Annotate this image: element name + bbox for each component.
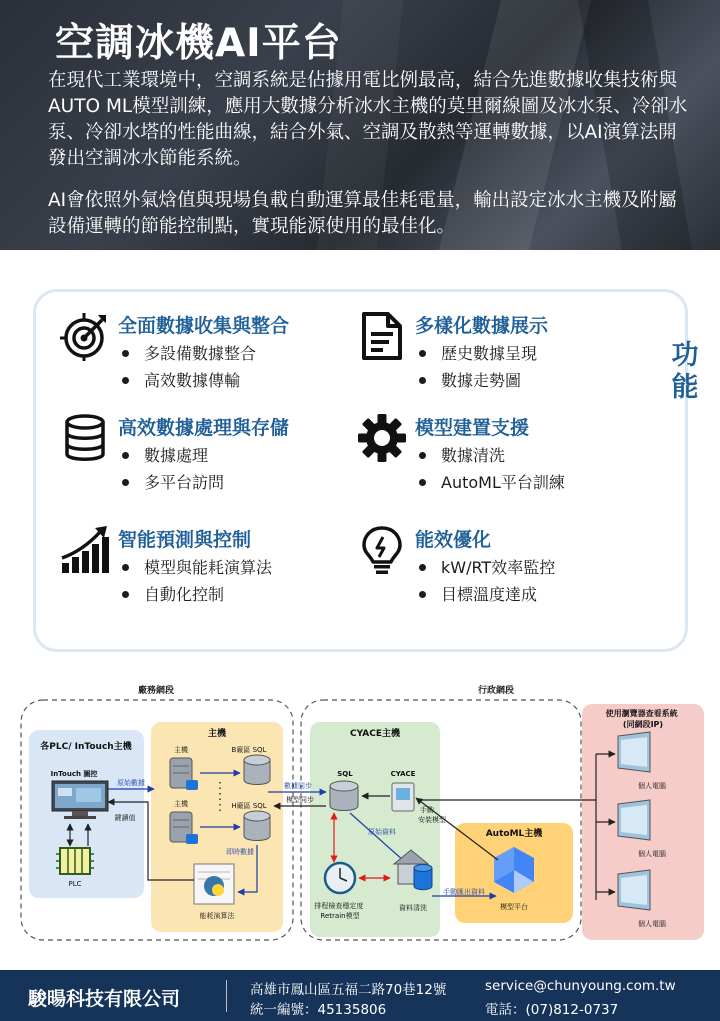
data-clean-label: 資料清洗: [399, 904, 427, 912]
plc-chip-icon: [56, 848, 94, 874]
host-label: 主機: [174, 800, 188, 808]
feature-bullet: 數據清洗: [419, 442, 565, 469]
clock-icon: [325, 863, 355, 893]
manual-install-line2: 安裝模型: [418, 816, 446, 824]
browser-title-line1: 使用瀏覽器查看系統: [605, 709, 678, 718]
retrain-label-line2: Retrain模型: [320, 912, 360, 920]
feature-bullets: [419, 340, 537, 394]
feature-title: 能效優化: [415, 529, 492, 551]
pc-label: 個人電腦: [638, 782, 666, 790]
feature-bullet: 模型與能耗演算法: [122, 554, 272, 581]
feature-title: 全面數據收集與整合: [118, 315, 290, 337]
feature-bullet: kW/RT效率監控: [419, 554, 555, 581]
feature-bullet: 目標溫度達成: [419, 581, 555, 608]
feature-bullets: [122, 340, 256, 394]
manual-install-line1: 手動: [419, 806, 434, 814]
database-cylinder-icon: [244, 811, 270, 841]
intro-paragraph-2: AI會依照外氣焓值與現場負載自動運算最佳耗電量，輸出設定冰水主機及附屬設備運轉的節能控制點，實現能源使用的最佳化。: [48, 190, 677, 237]
database-cylinder-icon: [330, 781, 358, 811]
database-cylinder-icon: [244, 755, 270, 785]
document-icon: [357, 311, 407, 361]
raw-data-label-2: 原始資料: [368, 828, 396, 836]
feature-bullets: [122, 554, 272, 608]
feature-bullets: [419, 554, 555, 608]
intro-paragraph: 在現代工業環境中，空調系統是佔據用電比例最高，結合先進數據收集技術與AUTO ML模型訓練，應用大數據分析冰水主機的莫里爾線圖及冰水泵、冷卻水泵、冷卻水塔的性能曲線，結合外氣、空調及散熱等運轉數據，以AI演算法開發出空調冰水節能系統。: [48, 70, 688, 169]
model-sync-label: 模型同步: [286, 796, 314, 804]
pc-label: 個人電腦: [638, 850, 666, 858]
feature-bullets: [122, 442, 224, 496]
target-icon: [60, 311, 110, 361]
algorithm-label: 能耗演算法: [199, 912, 235, 920]
feature-bullet: 歷史數據呈現: [419, 340, 537, 367]
database-icon: [60, 413, 110, 463]
pc-label: 個人電腦: [638, 920, 666, 928]
architecture-diagram: [18, 682, 710, 944]
feature-bullet: 自動化控制: [122, 581, 272, 608]
feature-bullet: AutoML平台訓練: [419, 469, 565, 496]
intouch-label: InTouch 圖控: [50, 770, 98, 778]
cyace-label: CYACE: [390, 770, 416, 778]
company-name: 駿暘科技有限公司: [28, 988, 181, 1010]
feature-bullet: 多設備數據整合: [122, 340, 256, 367]
host-box-title: 主機: [207, 729, 227, 739]
model-platform-label: 模型平台: [500, 903, 528, 911]
hero-banner: [0, 0, 720, 250]
growth-chart-icon: [60, 525, 110, 575]
personal-computer-icon: [618, 870, 650, 910]
gear-icon: [357, 413, 407, 463]
feature-bullets: [419, 442, 565, 496]
realtime-label: 即時數據: [226, 848, 254, 856]
feature-bullet: 數據走勢圖: [419, 367, 537, 394]
cyace-server-icon: [392, 783, 414, 811]
personal-computer-icon: [618, 800, 650, 840]
footer-divider: [226, 980, 227, 1012]
features-side-title: 功能: [671, 340, 699, 403]
retrain-label-line1: 排程檢查穩定度: [314, 902, 364, 910]
feature-bullet: 高效數據傳輸: [122, 367, 256, 394]
company-email[interactable]: service@chunyoung.com.tw: [485, 978, 676, 994]
raw-data-label: 原始數據: [117, 779, 145, 787]
zone-label-factory: 廠務網段: [137, 686, 175, 696]
feature-title: 模型建置支援: [415, 417, 530, 439]
feature-title: 智能預測與控制: [118, 529, 252, 551]
feature-bullet: 數據處理: [122, 442, 224, 469]
sql-label: H廠區 SQL: [231, 802, 267, 810]
company-tax-id: 統一編號：45135806: [250, 1002, 387, 1018]
page-title: 空調冰機AI平台: [55, 21, 342, 66]
automl-box-title: AutoML主機: [485, 829, 543, 839]
footer: [0, 970, 720, 1021]
python-script-icon: [194, 864, 234, 904]
company-phone[interactable]: 電話：(07)812-0737: [485, 1002, 619, 1018]
lightbulb-icon: [357, 525, 407, 575]
cyace-box-title: CYACE主機: [350, 729, 400, 739]
sql-label: B廠區 SQL: [231, 746, 267, 754]
feature-title: 高效數據處理與存儲: [118, 417, 290, 439]
plc-label: PLC: [68, 880, 82, 888]
personal-computer-icon: [618, 732, 650, 772]
plc-box-title: 各PLC/ InTouch主機: [40, 742, 132, 752]
manual-export-label: 手動匯出資料: [443, 888, 485, 896]
zone-label-office: 行政網段: [477, 686, 515, 696]
company-address: 高雄市鳳山區五福二路70巷12號: [250, 982, 447, 998]
data-sync-label: 數據同步: [284, 782, 312, 790]
feature-title: 多樣化數據展示: [415, 315, 549, 337]
keyboard-label: 鍵讀值: [114, 814, 136, 822]
sql-label: SQL: [337, 770, 353, 778]
feature-bullet: 多平台訪問: [122, 469, 224, 496]
browser-title-line2: (同網段IP): [622, 720, 664, 729]
host-label: 主機: [174, 746, 188, 754]
